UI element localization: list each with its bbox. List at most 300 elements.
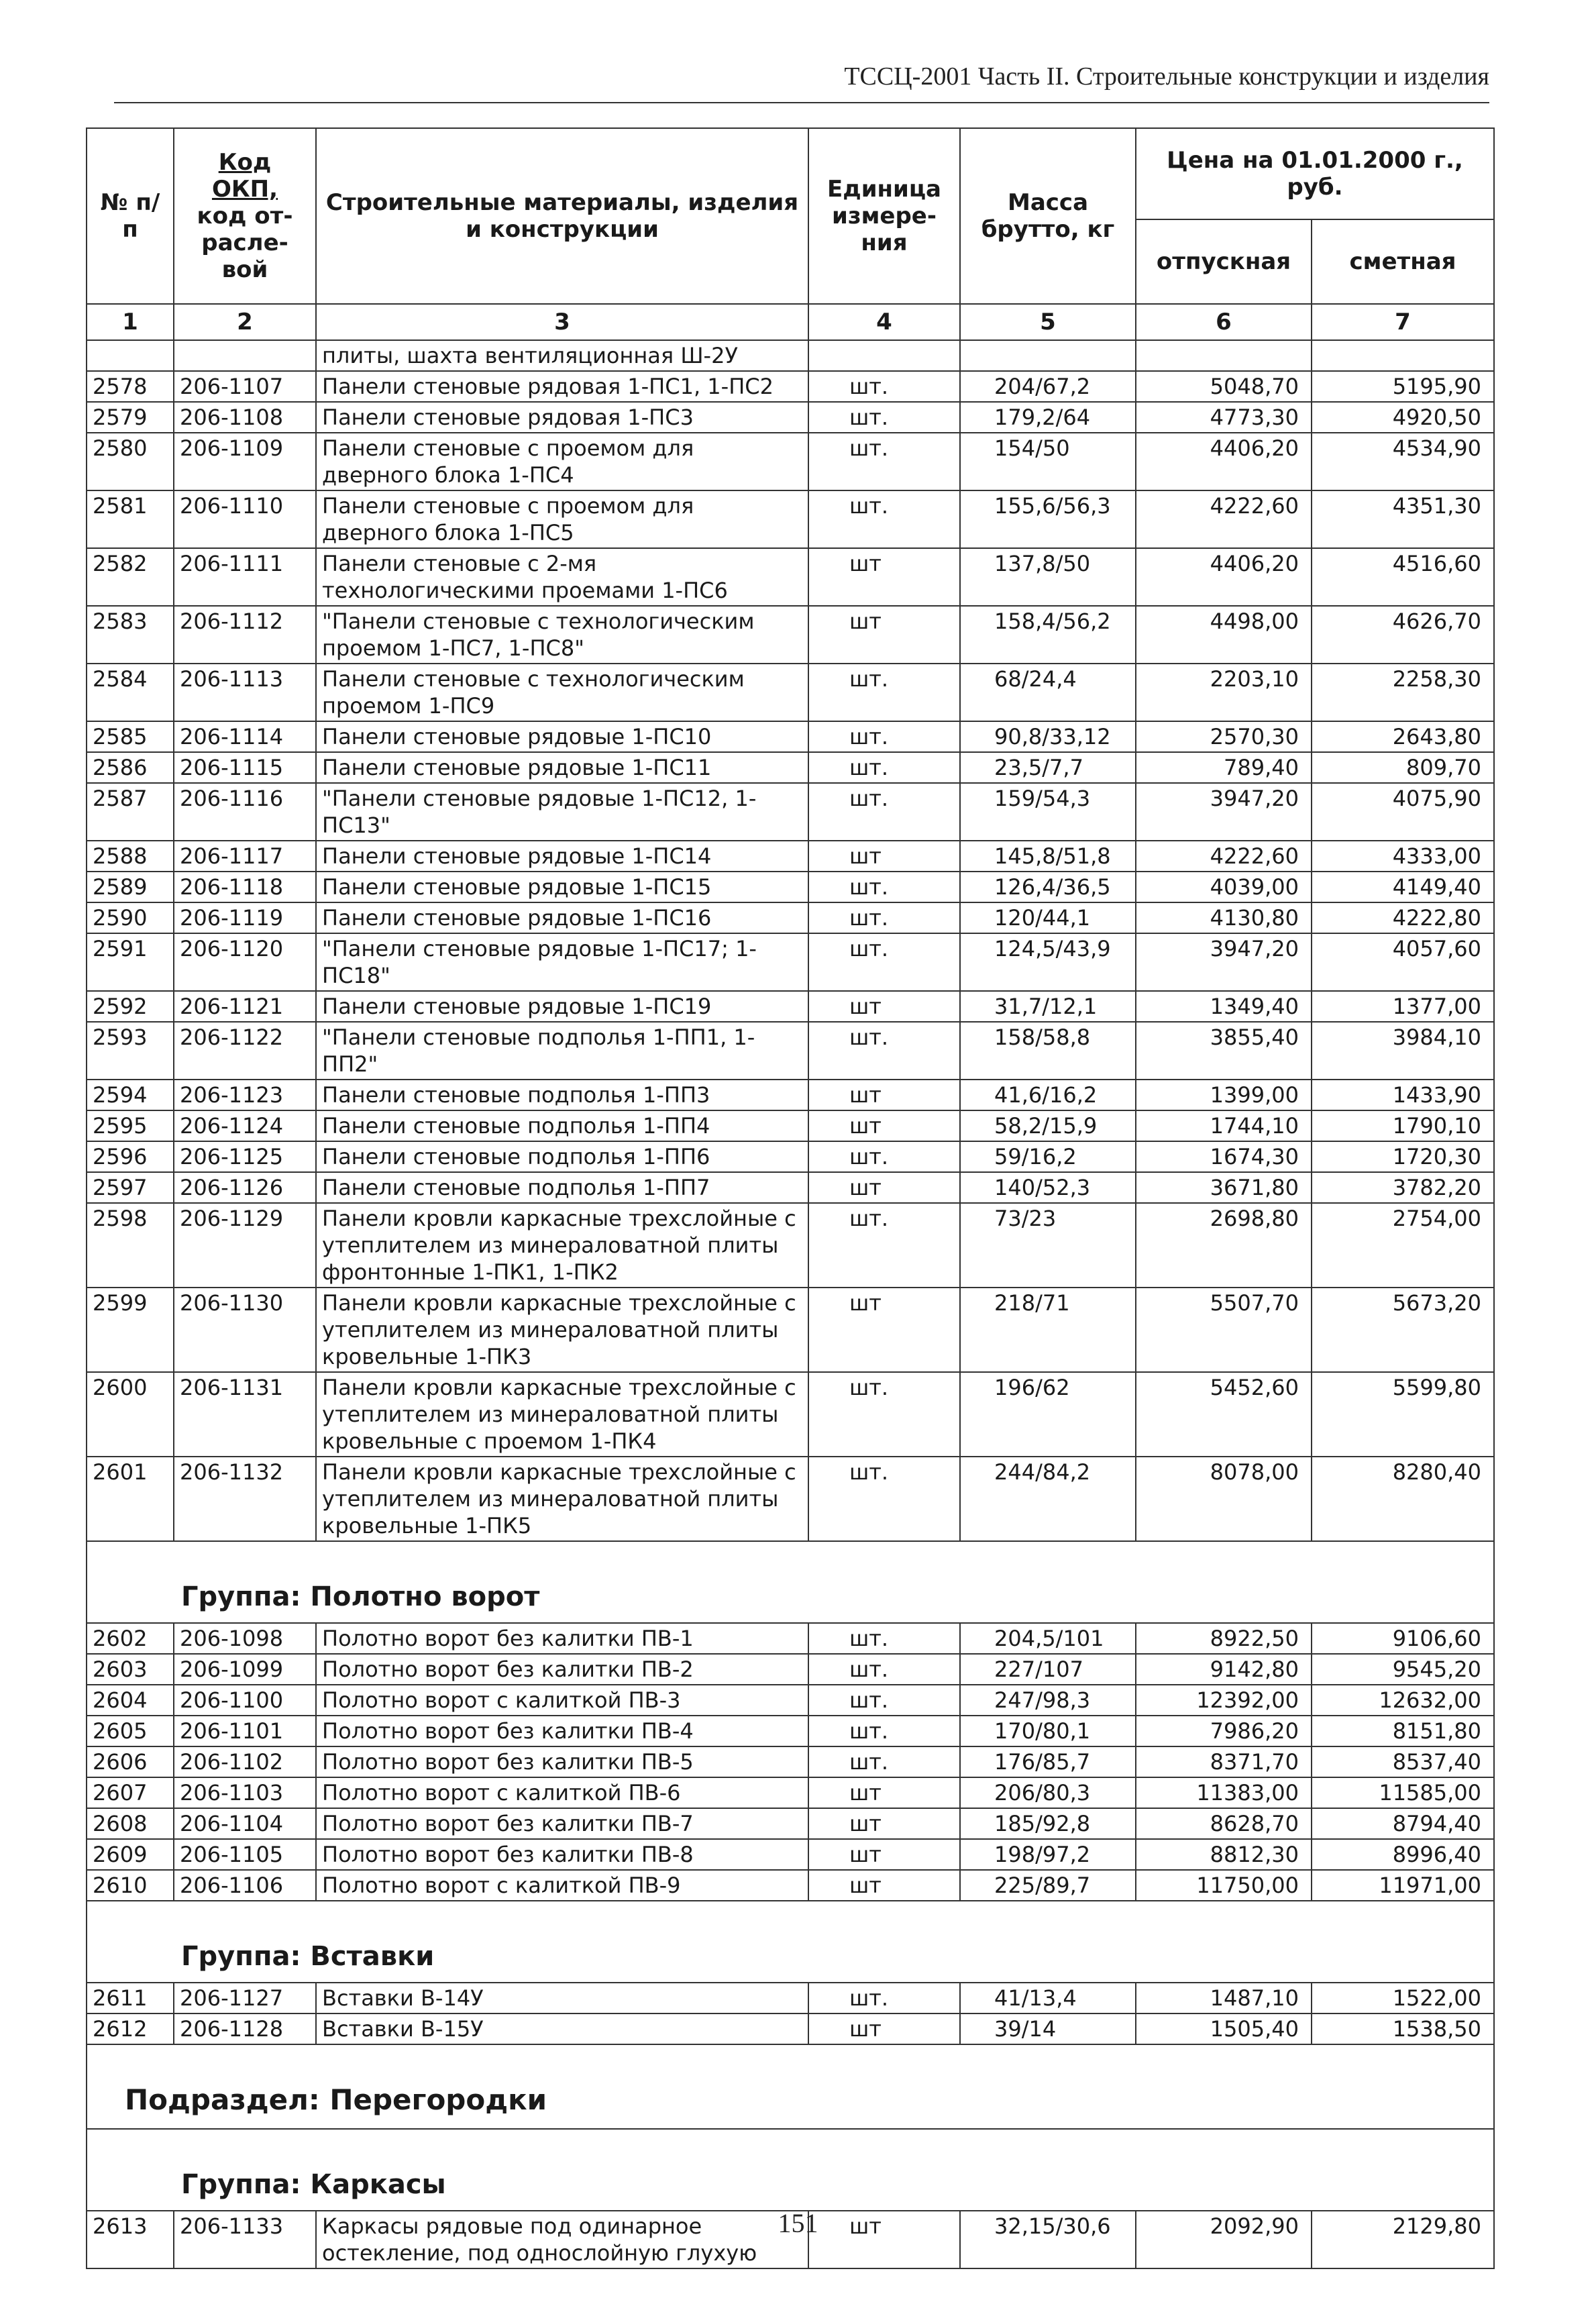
gross-mass: 90,8/33,12 bbox=[960, 721, 1136, 752]
table-cell bbox=[1312, 340, 1494, 371]
row-number: 2613 bbox=[87, 2211, 174, 2268]
product-name: Полотно ворот без калитки ПВ-2 bbox=[316, 1654, 808, 1685]
product-name: "Панели стеновые рядовые 1-ПС12, 1-ПС13" bbox=[316, 783, 808, 841]
unit-of-measure: шт. bbox=[808, 933, 960, 991]
unit-of-measure: шт bbox=[808, 2211, 960, 2268]
product-name: Панели стеновые рядовые 1-ПС16 bbox=[316, 902, 808, 933]
gross-mass: 170/80,1 bbox=[960, 1716, 1136, 1746]
table-row bbox=[87, 433, 1494, 490]
table-row bbox=[87, 1288, 1494, 1372]
unit-of-measure: шт. bbox=[808, 1623, 960, 1654]
gross-mass: 204,5/101 bbox=[960, 1623, 1136, 1654]
product-code: 206-1100 bbox=[174, 1685, 316, 1716]
product-name: Каркасы рядовые под одинарное остекление, под однослойную глухую bbox=[316, 2211, 808, 2268]
gross-mass: 247/98,3 bbox=[960, 1685, 1136, 1716]
product-code: 206-1113 bbox=[174, 664, 316, 721]
price-release: 2570,30 bbox=[1136, 721, 1312, 752]
price-release: 9142,80 bbox=[1136, 1654, 1312, 1685]
price-estimate: 11585,00 bbox=[1312, 1777, 1494, 1808]
price-estimate: 809,70 bbox=[1312, 752, 1494, 783]
table-row bbox=[87, 606, 1494, 664]
product-code: 206-1119 bbox=[174, 902, 316, 933]
table-row bbox=[87, 402, 1494, 433]
table-row bbox=[87, 1372, 1494, 1457]
row-number: 2578 bbox=[87, 371, 174, 402]
table-row bbox=[87, 1457, 1494, 1541]
header-mass: Масса брутто, кг bbox=[960, 128, 1136, 304]
price-estimate: 1433,90 bbox=[1312, 1080, 1494, 1110]
unit-of-measure: шт. bbox=[808, 1716, 960, 1746]
unit-of-measure: шт. bbox=[808, 752, 960, 783]
price-estimate: 4516,60 bbox=[1312, 548, 1494, 606]
price-estimate: 2754,00 bbox=[1312, 1203, 1494, 1288]
unit-of-measure: шт. bbox=[808, 1457, 960, 1541]
row-number: 2612 bbox=[87, 2013, 174, 2044]
price-release: 2698,80 bbox=[1136, 1203, 1312, 1288]
unit-of-measure: шт. bbox=[808, 1372, 960, 1457]
table-row bbox=[87, 490, 1494, 548]
price-estimate: 8996,40 bbox=[1312, 1839, 1494, 1870]
price-estimate: 5599,80 bbox=[1312, 1372, 1494, 1457]
unit-of-measure: шт. bbox=[808, 402, 960, 433]
table-row bbox=[87, 1839, 1494, 1870]
product-name: Панели кровли каркасные трехслойные с утеплителем из минераловатной плиты кровельные 1-ПК5 bbox=[316, 1457, 808, 1541]
price-estimate: 4149,40 bbox=[1312, 872, 1494, 902]
gross-mass: 68/24,4 bbox=[960, 664, 1136, 721]
row-number: 2585 bbox=[87, 721, 174, 752]
price-estimate: 2129,80 bbox=[1312, 2211, 1494, 2268]
table-row bbox=[87, 872, 1494, 902]
unit-of-measure: шт. bbox=[808, 371, 960, 402]
header-code bbox=[174, 128, 316, 304]
unit-of-measure: шт. bbox=[808, 1141, 960, 1172]
price-estimate: 2643,80 bbox=[1312, 721, 1494, 752]
unit-of-measure: шт bbox=[808, 1777, 960, 1808]
gross-mass: 145,8/51,8 bbox=[960, 841, 1136, 872]
gross-mass: 126,4/36,5 bbox=[960, 872, 1136, 902]
row-number: 2606 bbox=[87, 1746, 174, 1777]
unit-of-measure: шт bbox=[808, 1172, 960, 1203]
price-estimate: 1790,10 bbox=[1312, 1110, 1494, 1141]
product-name: Полотно ворот без калитки ПВ-7 bbox=[316, 1808, 808, 1839]
header-unit: Единица измере-ния bbox=[808, 128, 960, 304]
table-row bbox=[87, 664, 1494, 721]
table-row bbox=[87, 1080, 1494, 1110]
product-name: Панели стеновые с 2-мя технологическими проемами 1-ПС6 bbox=[316, 548, 808, 606]
price-release: 8812,30 bbox=[1136, 1839, 1312, 1870]
row-number: 2610 bbox=[87, 1870, 174, 1901]
group-inserts bbox=[87, 1901, 1494, 1983]
rows-gates bbox=[87, 1623, 1494, 1901]
row-number: 2604 bbox=[87, 1685, 174, 1716]
table-row bbox=[87, 902, 1494, 933]
gross-mass: 196/62 bbox=[960, 1372, 1136, 1457]
table-cell bbox=[87, 340, 174, 371]
column-numbers-row bbox=[87, 304, 1494, 340]
gross-mass: 198/97,2 bbox=[960, 1839, 1136, 1870]
table-row bbox=[87, 1808, 1494, 1839]
table-row bbox=[87, 1172, 1494, 1203]
unit-of-measure: шт. bbox=[808, 1654, 960, 1685]
price-release: 4406,20 bbox=[1136, 548, 1312, 606]
product-name: Панели стеновые с проемом для дверного блока 1-ПС4 bbox=[316, 433, 808, 490]
column-number: 6 bbox=[1136, 304, 1312, 340]
product-name: Панели стеновые с проемом для дверного блока 1-ПС5 bbox=[316, 490, 808, 548]
product-name: Полотно ворот без калитки ПВ-8 bbox=[316, 1839, 808, 1870]
price-estimate: 4222,80 bbox=[1312, 902, 1494, 933]
price-estimate: 9106,60 bbox=[1312, 1623, 1494, 1654]
price-release: 11383,00 bbox=[1136, 1777, 1312, 1808]
gross-mass: 41,6/16,2 bbox=[960, 1080, 1136, 1110]
table-row bbox=[87, 1141, 1494, 1172]
price-estimate: 4626,70 bbox=[1312, 606, 1494, 664]
table-row bbox=[87, 1716, 1494, 1746]
price-estimate: 3782,20 bbox=[1312, 1172, 1494, 1203]
row-number: 2597 bbox=[87, 1172, 174, 1203]
group-title-frames: Группа: Каркасы bbox=[87, 2129, 1494, 2211]
product-name: Панели стеновые рядовые 1-ПС19 bbox=[316, 991, 808, 1022]
row-number: 2598 bbox=[87, 1203, 174, 1288]
product-code: 206-1124 bbox=[174, 1110, 316, 1141]
group-gates bbox=[87, 1541, 1494, 1623]
product-name: Панели кровли каркасные трехслойные с утеплителем из минераловатной плиты кровельные с проемом 1-ПК4 bbox=[316, 1372, 808, 1457]
price-table bbox=[86, 127, 1495, 2269]
row-number: 2586 bbox=[87, 752, 174, 783]
product-name: Панели стеновые рядовая 1-ПС1, 1-ПС2 bbox=[316, 371, 808, 402]
table-row bbox=[87, 2013, 1494, 2044]
gross-mass: 218/71 bbox=[960, 1288, 1136, 1372]
price-estimate: 5195,90 bbox=[1312, 371, 1494, 402]
group-title-inserts: Группа: Вставки bbox=[87, 1901, 1494, 1983]
product-name: Панели стеновые подполья 1-ПП4 bbox=[316, 1110, 808, 1141]
unit-of-measure: шт. bbox=[808, 1203, 960, 1288]
product-code: 206-1131 bbox=[174, 1372, 316, 1457]
gross-mass: 159/54,3 bbox=[960, 783, 1136, 841]
price-release: 4773,30 bbox=[1136, 402, 1312, 433]
header-name: Строительные материалы, изделия и конструкции bbox=[316, 128, 808, 304]
price-estimate: 8537,40 bbox=[1312, 1746, 1494, 1777]
price-release: 3947,20 bbox=[1136, 933, 1312, 991]
table-cell bbox=[174, 340, 316, 371]
unit-of-measure: шт bbox=[808, 1110, 960, 1141]
table-row bbox=[87, 752, 1494, 783]
price-estimate: 3984,10 bbox=[1312, 1022, 1494, 1080]
unit-of-measure: шт bbox=[808, 548, 960, 606]
table-row bbox=[87, 1746, 1494, 1777]
product-code: 206-1102 bbox=[174, 1746, 316, 1777]
product-name: Панели кровли каркасные трехслойные с утеплителем из минераловатной плиты кровельные 1-ПК3 bbox=[316, 1288, 808, 1372]
price-release: 1674,30 bbox=[1136, 1141, 1312, 1172]
gross-mass: 124,5/43,9 bbox=[960, 933, 1136, 991]
product-code: 206-1098 bbox=[174, 1623, 316, 1654]
gross-mass: 185/92,8 bbox=[960, 1808, 1136, 1839]
price-release: 2092,90 bbox=[1136, 2211, 1312, 2268]
unit-of-measure: шт bbox=[808, 1288, 960, 1372]
header-code-line1: Код bbox=[218, 149, 272, 176]
product-code: 206-1114 bbox=[174, 721, 316, 752]
table-row bbox=[87, 1777, 1494, 1808]
column-number: 7 bbox=[1312, 304, 1494, 340]
product-name: Полотно ворот с калиткой ПВ-6 bbox=[316, 1777, 808, 1808]
row-number: 2582 bbox=[87, 548, 174, 606]
table-row bbox=[87, 1623, 1494, 1654]
product-name: Панели стеновые рядовая 1-ПС3 bbox=[316, 402, 808, 433]
price-estimate: 4351,30 bbox=[1312, 490, 1494, 548]
group-title-gates: Группа: Полотно ворот bbox=[87, 1541, 1494, 1623]
row-number: 2600 bbox=[87, 1372, 174, 1457]
price-release: 5452,60 bbox=[1136, 1372, 1312, 1457]
row-number: 2601 bbox=[87, 1457, 174, 1541]
gross-mass: 225/89,7 bbox=[960, 1870, 1136, 1901]
column-number: 4 bbox=[808, 304, 960, 340]
gross-mass: 176/85,7 bbox=[960, 1746, 1136, 1777]
product-code: 206-1126 bbox=[174, 1172, 316, 1203]
product-name: Панели кровли каркасные трехслойные с утеплителем из минераловатной плиты фронтонные 1-ПК1, 1-ПК2 bbox=[316, 1203, 808, 1288]
unit-of-measure: шт. bbox=[808, 1983, 960, 2013]
table-row bbox=[87, 841, 1494, 872]
table-body bbox=[87, 340, 1494, 371]
row-number: 2593 bbox=[87, 1022, 174, 1080]
product-code: 206-1103 bbox=[174, 1777, 316, 1808]
product-name: Панели стеновые рядовые 1-ПС15 bbox=[316, 872, 808, 902]
unit-of-measure: шт bbox=[808, 2013, 960, 2044]
price-release: 8922,50 bbox=[1136, 1623, 1312, 1654]
price-release: 7986,20 bbox=[1136, 1716, 1312, 1746]
gross-mass: 73/23 bbox=[960, 1203, 1136, 1288]
row-number: 2594 bbox=[87, 1080, 174, 1110]
unit-of-measure: шт. bbox=[808, 1746, 960, 1777]
header-num: № п/п bbox=[87, 128, 174, 304]
gross-mass: 32,15/30,6 bbox=[960, 2211, 1136, 2268]
product-code: 206-1127 bbox=[174, 1983, 316, 2013]
unit-of-measure: шт. bbox=[808, 783, 960, 841]
page-header: ТССЦ-2001 Часть II. Строительные конструкции и изделия bbox=[844, 62, 1489, 91]
row-number: 2611 bbox=[87, 1983, 174, 2013]
gross-mass: 58,2/15,9 bbox=[960, 1110, 1136, 1141]
unit-of-measure: шт. bbox=[808, 433, 960, 490]
price-release: 4498,00 bbox=[1136, 606, 1312, 664]
header-price-estimate: сметная bbox=[1312, 219, 1494, 304]
price-release: 2203,10 bbox=[1136, 664, 1312, 721]
gross-mass: 23,5/7,7 bbox=[960, 752, 1136, 783]
column-number: 1 bbox=[87, 304, 174, 340]
row-number: 2609 bbox=[87, 1839, 174, 1870]
product-name: Вставки В-14У bbox=[316, 1983, 808, 2013]
product-code: 206-1118 bbox=[174, 872, 316, 902]
price-release: 8078,00 bbox=[1136, 1457, 1312, 1541]
price-release: 4222,60 bbox=[1136, 841, 1312, 872]
unit-of-measure: шт. bbox=[808, 1685, 960, 1716]
table-row bbox=[87, 371, 1494, 402]
gross-mass: 206/80,3 bbox=[960, 1777, 1136, 1808]
price-release: 5048,70 bbox=[1136, 371, 1312, 402]
price-release: 8371,70 bbox=[1136, 1746, 1312, 1777]
price-release: 3947,20 bbox=[1136, 783, 1312, 841]
price-release: 5507,70 bbox=[1136, 1288, 1312, 1372]
product-code: 206-1130 bbox=[174, 1288, 316, 1372]
gross-mass: 140/52,3 bbox=[960, 1172, 1136, 1203]
product-name: Панели стеновые рядовые 1-ПС10 bbox=[316, 721, 808, 752]
product-name: Полотно ворот без калитки ПВ-1 bbox=[316, 1623, 808, 1654]
product-name: "Панели стеновые подполья 1-ПП1, 1-ПП2" bbox=[316, 1022, 808, 1080]
gross-mass: 158/58,8 bbox=[960, 1022, 1136, 1080]
product-code: 206-1109 bbox=[174, 433, 316, 490]
product-code: 206-1111 bbox=[174, 548, 316, 606]
product-name: Панели стеновые подполья 1-ПП6 bbox=[316, 1141, 808, 1172]
product-name: Вставки В-15У bbox=[316, 2013, 808, 2044]
row-number: 2581 bbox=[87, 490, 174, 548]
table-row bbox=[87, 1654, 1494, 1685]
row-number: 2607 bbox=[87, 1777, 174, 1808]
product-code: 206-1115 bbox=[174, 752, 316, 783]
price-estimate: 8794,40 bbox=[1312, 1808, 1494, 1839]
price-estimate: 4333,00 bbox=[1312, 841, 1494, 872]
product-name: Панели стеновые подполья 1-ПП3 bbox=[316, 1080, 808, 1110]
unit-of-measure: шт bbox=[808, 841, 960, 872]
price-release: 1399,00 bbox=[1136, 1080, 1312, 1110]
table-row bbox=[87, 991, 1494, 1022]
product-name: "Панели стеновые рядовые 1-ПС17; 1-ПС18" bbox=[316, 933, 808, 991]
gross-mass: 244/84,2 bbox=[960, 1457, 1136, 1541]
table-cell bbox=[960, 340, 1136, 371]
price-release: 4130,80 bbox=[1136, 902, 1312, 933]
unit-of-measure: шт. bbox=[808, 664, 960, 721]
gross-mass: 227/107 bbox=[960, 1654, 1136, 1685]
product-code: 206-1110 bbox=[174, 490, 316, 548]
product-code: 206-1099 bbox=[174, 1654, 316, 1685]
table-row bbox=[87, 1022, 1494, 1080]
price-release: 1744,10 bbox=[1136, 1110, 1312, 1141]
price-release: 4039,00 bbox=[1136, 872, 1312, 902]
price-estimate: 4534,90 bbox=[1312, 433, 1494, 490]
product-code: 206-1120 bbox=[174, 933, 316, 991]
table-row bbox=[87, 933, 1494, 991]
row-number: 2599 bbox=[87, 1288, 174, 1372]
gross-mass: 137,8/50 bbox=[960, 548, 1136, 606]
row-number: 2595 bbox=[87, 1110, 174, 1141]
product-name: Полотно ворот с калиткой ПВ-3 bbox=[316, 1685, 808, 1716]
price-release: 1487,10 bbox=[1136, 1983, 1312, 2013]
gross-mass: 179,2/64 bbox=[960, 402, 1136, 433]
table-row bbox=[87, 1983, 1494, 2013]
unit-of-measure: шт bbox=[808, 1808, 960, 1839]
price-estimate: 8280,40 bbox=[1312, 1457, 1494, 1541]
price-estimate: 8151,80 bbox=[1312, 1716, 1494, 1746]
product-name: Полотно ворот без калитки ПВ-4 bbox=[316, 1716, 808, 1746]
price-release: 3855,40 bbox=[1136, 1022, 1312, 1080]
product-code: 206-1123 bbox=[174, 1080, 316, 1110]
price-release: 1505,40 bbox=[1136, 2013, 1312, 2044]
product-code: 206-1117 bbox=[174, 841, 316, 872]
product-code: 206-1128 bbox=[174, 2013, 316, 2044]
price-estimate: 9545,20 bbox=[1312, 1654, 1494, 1685]
price-estimate: 1522,00 bbox=[1312, 1983, 1494, 2013]
unit-of-measure: шт bbox=[808, 1839, 960, 1870]
gross-mass: 120/44,1 bbox=[960, 902, 1136, 933]
price-release: 4222,60 bbox=[1136, 490, 1312, 548]
row-number: 2590 bbox=[87, 902, 174, 933]
continuation-text: плиты, шахта вентиляционная Ш-2У bbox=[316, 340, 808, 371]
unit-of-measure: шт. bbox=[808, 872, 960, 902]
price-estimate: 1720,30 bbox=[1312, 1141, 1494, 1172]
product-code: 206-1107 bbox=[174, 371, 316, 402]
continuation-row bbox=[87, 340, 1494, 371]
table-row bbox=[87, 1110, 1494, 1141]
product-name: Панели стеновые рядовые 1-ПС14 bbox=[316, 841, 808, 872]
product-code: 206-1112 bbox=[174, 606, 316, 664]
gross-mass: 41/13,4 bbox=[960, 1983, 1136, 2013]
product-name: Панели стеновые с технологическим проемом 1-ПС9 bbox=[316, 664, 808, 721]
price-release: 3671,80 bbox=[1136, 1172, 1312, 1203]
price-release: 8628,70 bbox=[1136, 1808, 1312, 1839]
product-code: 206-1101 bbox=[174, 1716, 316, 1746]
row-number: 2589 bbox=[87, 872, 174, 902]
subsection-title: Подраздел: Перегородки bbox=[87, 2044, 1494, 2129]
product-code: 206-1122 bbox=[174, 1022, 316, 1080]
price-estimate: 4075,90 bbox=[1312, 783, 1494, 841]
row-number: 2592 bbox=[87, 991, 174, 1022]
product-code: 206-1104 bbox=[174, 1808, 316, 1839]
unit-of-measure: шт. bbox=[808, 721, 960, 752]
column-number: 5 bbox=[960, 304, 1136, 340]
price-estimate: 1377,00 bbox=[1312, 991, 1494, 1022]
row-number: 2579 bbox=[87, 402, 174, 433]
unit-of-measure: шт. bbox=[808, 1022, 960, 1080]
page-number: 151 bbox=[778, 2208, 818, 2238]
product-name: "Панели стеновые с технологическим проемом 1-ПС7, 1-ПС8" bbox=[316, 606, 808, 664]
unit-of-measure: шт. bbox=[808, 902, 960, 933]
gross-mass: 158,4/56,2 bbox=[960, 606, 1136, 664]
row-number: 2580 bbox=[87, 433, 174, 490]
header-price: Цена на 01.01.2000 г., руб. bbox=[1136, 128, 1494, 219]
price-estimate: 12632,00 bbox=[1312, 1685, 1494, 1716]
row-number: 2596 bbox=[87, 1141, 174, 1172]
row-number: 2583 bbox=[87, 606, 174, 664]
row-number: 2605 bbox=[87, 1716, 174, 1746]
price-release: 789,40 bbox=[1136, 752, 1312, 783]
rows-inserts bbox=[87, 1983, 1494, 2044]
table-row bbox=[87, 548, 1494, 606]
price-release: 11750,00 bbox=[1136, 1870, 1312, 1901]
column-number: 3 bbox=[316, 304, 808, 340]
product-name: Панели стеновые подполья 1-ПП7 bbox=[316, 1172, 808, 1203]
row-number: 2603 bbox=[87, 1654, 174, 1685]
product-code: 206-1106 bbox=[174, 1870, 316, 1901]
product-name: Полотно ворот без калитки ПВ-5 bbox=[316, 1746, 808, 1777]
product-code: 206-1116 bbox=[174, 783, 316, 841]
rows-panels bbox=[87, 371, 1494, 1541]
table-row bbox=[87, 1685, 1494, 1716]
unit-of-measure: шт bbox=[808, 1870, 960, 1901]
price-estimate: 4920,50 bbox=[1312, 402, 1494, 433]
row-number: 2587 bbox=[87, 783, 174, 841]
table-cell bbox=[1136, 340, 1312, 371]
price-estimate: 11971,00 bbox=[1312, 1870, 1494, 1901]
unit-of-measure: шт bbox=[808, 606, 960, 664]
table-cell bbox=[808, 340, 960, 371]
header-code-line2: ОКП, bbox=[211, 176, 278, 203]
gross-mass: 155,6/56,3 bbox=[960, 490, 1136, 548]
table-row bbox=[87, 1870, 1494, 1901]
table-row bbox=[87, 721, 1494, 752]
product-name: Панели стеновые рядовые 1-ПС11 bbox=[316, 752, 808, 783]
product-name: Полотно ворот с калиткой ПВ-9 bbox=[316, 1870, 808, 1901]
row-number: 2602 bbox=[87, 1623, 174, 1654]
price-estimate: 2258,30 bbox=[1312, 664, 1494, 721]
price-estimate: 1538,50 bbox=[1312, 2013, 1494, 2044]
row-number: 2584 bbox=[87, 664, 174, 721]
gross-mass: 154/50 bbox=[960, 433, 1136, 490]
